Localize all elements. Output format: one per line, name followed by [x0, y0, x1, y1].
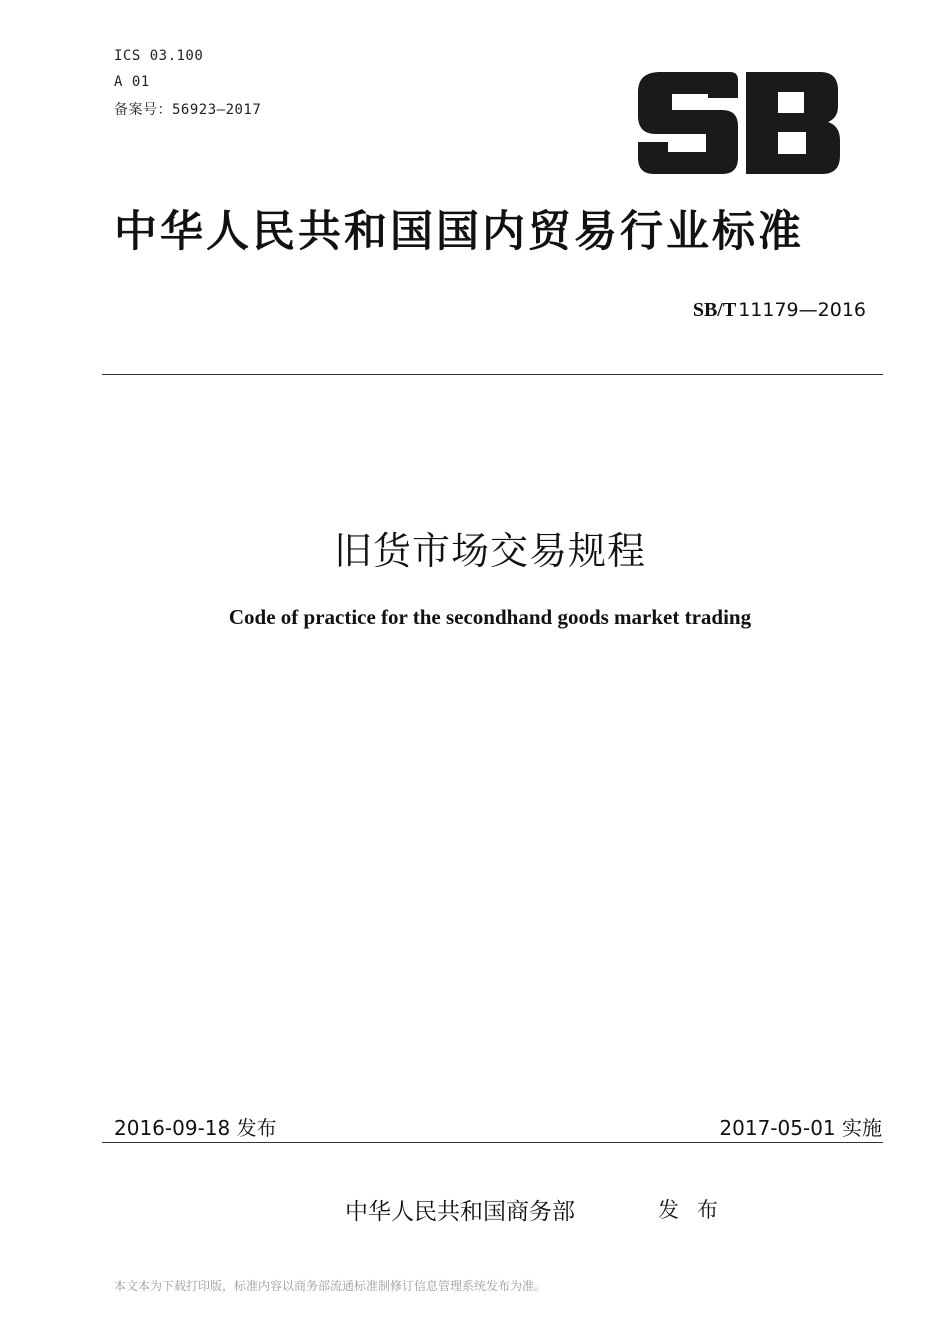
ics-code: ICS 03.100: [114, 48, 204, 64]
record-number: 备案号：56923—2017: [114, 102, 262, 118]
sb-logo-letter-s: [638, 72, 738, 174]
standard-code: [693, 299, 866, 322]
standard-code-number: 11179—2016: [738, 299, 866, 321]
issuer-action: 发布: [658, 1198, 736, 1222]
bottom-divider: [102, 1142, 883, 1143]
sb-logo: [638, 72, 840, 174]
sb-logo-letter-b: [746, 72, 840, 174]
ccs-code: A 01: [114, 74, 150, 90]
document-title-en: Code of practice for the secondhand goods market trading: [228, 605, 752, 629]
ministry-standard-title: 中华人民共和国国内贸易行业标准: [114, 207, 804, 257]
issue-date: 2016-09-18 发布: [114, 1116, 277, 1140]
footer-note: 本文本为下载打印版，标准内容以商务部流通标准制修订信息管理系统发布为准。: [114, 1279, 547, 1293]
top-divider: [102, 374, 883, 375]
standard-code-prefix: SB/T: [692, 299, 737, 321]
implementation-date: 2017-05-01 实施: [719, 1116, 882, 1140]
document-title-zh: 旧货市场交易规程: [333, 529, 646, 573]
issuer-name: 中华人民共和国商务部: [345, 1199, 575, 1225]
